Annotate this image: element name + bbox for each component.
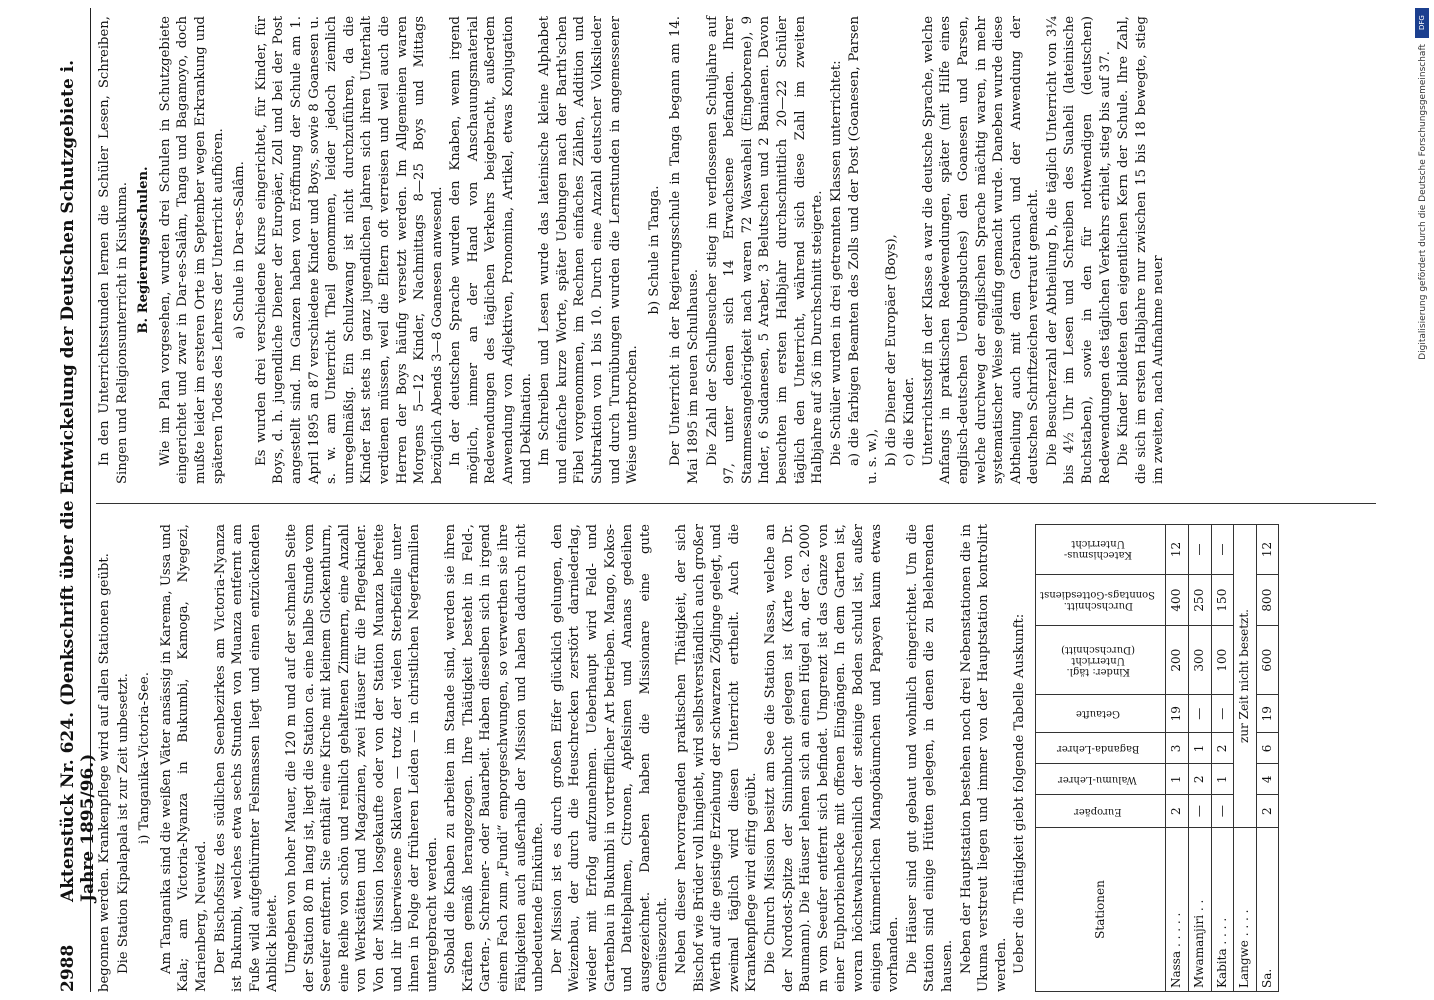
paragraph: Wie im Plan vorgesehen, wurden drei Schulen in Schutzgebiete eingerichtet und zwar in Dar-es-Salâm, Tanga und Bagamoyo, doch mußte leider im ersteren Orte im September wegen Erkrankung und späteren Todes des Lehrers der Unterricht aufhören. <box>157 16 226 484</box>
page-header <box>46 8 98 992</box>
table-cell: Nassa . . . . . <box>1166 828 1189 992</box>
table-cell: — <box>1189 695 1212 733</box>
paragraph: Die Schüler wurden in drei getrennten Klassen unterrichtet: <box>828 60 844 466</box>
funding-caption: Digitalisierung gefördert durch die Deutsche Forschungsgemeinschaft <box>1418 44 1428 360</box>
scanned-page-area <box>46 8 1386 992</box>
table-cell: 800 <box>1256 574 1279 625</box>
column-header: Europäer <box>1035 795 1166 828</box>
list-item: c) die Kinder. <box>902 376 918 466</box>
column-header: Baganda-Lehrer <box>1035 733 1166 764</box>
list-item: b) die Diener der Europäer (Boys), <box>883 234 899 466</box>
table-cell: 250 <box>1189 574 1212 625</box>
column-header: Kinder: tägl. Unterricht (Durchschnitt) <box>1035 626 1166 695</box>
table-cell: — <box>1189 525 1212 575</box>
paragraph: Die Zahl der Schulbesucher stieg im verflossenen Schuljahre auf 97, unter denen sich 14 Erwachsene befanden. Ihrer Stammesangehörigkeit nach waren 72 Waswaheli (Eingeborene), 9 Inder, 6 Sudanesen, 5 Araber, 3 Belutschen und 2 Banianen. Davon besuchten im ersten Halbjahr durchschnittlich 20—22 Schüler täglich den Unterricht, während sich diese Zahl im zweiten Halbjahre auf 36 im Durchschnitt steigerte. <box>704 16 826 484</box>
paragraph: Sobald die Knaben zu arbeiten im Stande sind, werden sie ihren Kräften gemäß herangezogen. Ihre Thätigkeit besteht in Feld-, Garten-, Schreiner- oder Bauarbeit. Haben dieselben sich in irgend einem Fach zum „Fundi“ emporgeschwungen, so verwerthen sie ihre Fähigkeiten auch außerhalb der Mission und haben dadurch nicht unbedeutende Einkünfte. <box>443 524 547 992</box>
column-header: Katechismus-Unterricht <box>1035 525 1166 575</box>
page-number: 2988 <box>58 944 78 992</box>
table-cell: 100 <box>1211 626 1234 695</box>
section-heading: b) Schule in Tanga. <box>646 185 662 315</box>
paragraph: Neben der Hauptstation bestehen noch drei Nebenstationen die in Ukuma verstreut liegen und immer von der Hauptstation kontrolirt werden. <box>958 524 1009 992</box>
table-cell: 3 <box>1166 733 1189 764</box>
section-heading: a) Schule in Dar-es-Salâm. <box>232 161 248 339</box>
table-cell: — <box>1211 525 1234 575</box>
left-column <box>96 524 1285 992</box>
paragraph: Der Bischofssitz des südlichen Seenbezirkes am Victoria-Nyanza ist Bukumbi, welches etwa sechs Stunden von Muanza entfernt am Fuße wild aufgethürmter Felsmassen liegt und einen entzückenden Anblick bietet. <box>212 524 281 992</box>
paragraph: Neben dieser hervorragenden praktischen Thätigkeit, der sich Bischof wie Brüder voll hingiebt, wird selbstverständlich auch großer Werth auf die geistige Erziehung der schwarzen Zöglinge gelegt, und zweimal täglich wird diesen Unterricht ertheilt. Auch die Krankenpflege wird eifrig geübt. <box>674 524 760 992</box>
table-cell: 2 <box>1256 795 1279 828</box>
table-cell: 2 <box>1211 733 1234 764</box>
paragraph: Die Church Mission besitzt am See die Station Nassa, welche an der Nordost-Spitze der Sinimbucht gelegen ist (Karte von Dr. Baumann). Die Häuser lehnen sich an einen Hügel an, der ca. 2000 m vom Seeufer entfernt sich befindet. Umgrenzt ist das Ganze von einer Euphorbienhecke mit offenen Eingängen. In dem Garten ist, woran höchstwahrscheinlich der steinige Boden schuld ist, außer einigen kümmerlichen Mangobäumchen und Papayen kaum etwas vorhanden. <box>762 524 902 992</box>
right-column <box>96 16 1169 484</box>
table-cell: Kabita . . . . <box>1211 828 1234 992</box>
paragraph: Ueber die Thätigkeit giebt folgende Tabelle Auskunft: <box>1012 613 1028 974</box>
table-cell: 19 <box>1166 695 1189 733</box>
column-divider <box>96 503 1376 504</box>
table-cell: 19 <box>1256 695 1279 733</box>
paragraph: Die Häuser sind gut gebaut und wohnlich eingerichtet. Um die Station sind einige Hütten gelegen, in denen die zu Belehrenden hausen. <box>904 524 955 992</box>
section-heading: i) Tanganika-Victoria-See. <box>137 672 153 844</box>
paragraph: Die Besucherzahl der Abtheilung b, die täglich Unterricht von 3¼ bis 4½ Uhr im Lesen und Schreiben des Suaheli (lateinische Buchstaben), sowie in den für nothwendigen (deutschen) Redewendungen des täglichen Verkehrs erhielt, stieg bis auf 37. <box>1044 16 1113 484</box>
table-cell: 2 <box>1166 795 1189 828</box>
table-row <box>1234 525 1257 992</box>
paragraph: Der Unterricht in der Regierungsschule in Tanga begann am 14. Mai 1895 im neuen Schulhause. <box>668 16 701 484</box>
table-row <box>1166 525 1189 992</box>
table-cell: — <box>1189 795 1212 828</box>
paragraph: Die Station Kipalapala ist zur Zeit unbesetzt. <box>115 673 131 974</box>
rotated-page <box>46 8 1386 992</box>
section-heading: B. Regierungsschulen. <box>136 166 152 334</box>
paragraph: Am Tanganika sind die weißen Väter ansässig in Karema, Ussa und Kala; am Victoria-Nyanza in Bukumbi, Kamoga, Nyegezi, Marienberg, Neuwied. <box>158 524 209 992</box>
table-cell: — <box>1211 795 1234 828</box>
table-cell: 1 <box>1166 764 1189 795</box>
table-cell: 12 <box>1166 525 1189 575</box>
table-cell: 1 <box>1211 764 1234 795</box>
table-cell: 300 <box>1189 626 1212 695</box>
paragraph: In den Unterrichtsstunden lernen die Schüler Lesen, Schreiben, Singen und Religionsunterricht in Kisukuma. <box>97 16 130 484</box>
column-header: Walumu-Lehrer <box>1035 764 1166 795</box>
page-title: Aktenstück Nr. 624. (Denkschrift über die Entwickelung der Deutschen Schutzgebiete i. Jahre 1895/96.) <box>58 59 98 902</box>
column-header: Getaufte <box>1035 695 1166 733</box>
stations-table <box>1035 524 1280 992</box>
dfg-logo: DFG <box>1415 8 1429 38</box>
table-cell: 600 <box>1256 626 1279 695</box>
paragraph: Es wurden drei verschiedene Kurse eingerichtet, für Kinder, für Boys, d. h. jugendliche Diener der Europäer, Zoll und bei der Post angestellt sind. Im Ganzen haben von Eröffnung der Schule am 1. April 1895 an 87 verschiedene Kinder und Boys, sowie 8 Goanesen u. s. w. am Unterricht Theil genommen, leider jedoch ziemlich unregelmäßig. Ein Schulzwang ist nicht durchzuführen, da die Kinder fast stets in ganz jugendlichen Jahren sich ihren Unterhalt verdienen müssen, weil die Eltern oft verreisen und weil auch die Herren der Boys häufig versetzt werden. Im Allgemeinen waren Morgens 5—12 Kinder, Nachmittags 8—25 Boys und Mittags bezüglich Abends 3—8 Goanesen anwesend. <box>253 16 445 484</box>
table-cell: Langwe . . . . <box>1234 828 1257 992</box>
column-header: Stationen <box>1035 828 1166 992</box>
table-header-row <box>1035 525 1166 992</box>
table-cell: 12 <box>1256 525 1279 575</box>
paragraph: Die Kinder bildeten den eigentlichen Kern der Schule. Ihre Zahl, die sich im ersten Halbjahre nur zwischen 15 bis 18 bewegte, stieg im zweiten, nach Aufnahme neuer <box>1116 16 1167 484</box>
list-item: a) die farbigen Beamten des Zolls und der Post (Goanesen, Parsen u. s. w.), <box>847 16 880 484</box>
table-cell: 4 <box>1256 764 1279 795</box>
table-cell: 200 <box>1166 626 1189 695</box>
table-cell: zur Zeit nicht besetzt. <box>1234 525 1257 828</box>
paragraph: Im Schreiben und Lesen wurde das lateinische kleine Alphabet und einfache kurze Worte, später Uebungen nach der Barth'schen Fibel vorgenommen, im Rechnen einfaches Zählen, Addition und Subtraktion von 1 bis 10. Durch eine Anzahl deutscher Volkslieder und durch Turnübungen wurden die Lernstunden in angemessener Weise unterbrochen. <box>537 16 641 484</box>
table-cell: Mwamanjiri . . <box>1189 828 1212 992</box>
paragraph: Unterrichtsstoff in der Klasse a war die deutsche Sprache, welche Anfangs in praktischen Redewendungen, später (mit Hilfe eines englisch-deutschen Uebungsbuches) den Goanesen und Parsen, welche durchweg der englischen Sprache mächtig waren, in mehr systematischer Weise geläufig gemacht wurde. Daneben wurde diese Abtheilung auch mit dem Gebrauch und der Anwendung der deutschen Schriftzeichen vertraut gemacht. <box>920 16 1042 484</box>
table-cell: 150 <box>1211 574 1234 625</box>
table-cell: 1 <box>1189 733 1212 764</box>
table-row <box>1189 525 1212 992</box>
paragraph: Umgeben von hoher Mauer, die 120 m und auf der schmalen Seite der Station 80 m lang ist, liegt die Station ca. eine halbe Stunde vom Seeufer entfernt. Sie enthält eine Kirche mit kleinem Glockenthurm, eine Reihe von schön und reinlich gehaltenen Zimmern, eine Anzahl von Werkstätten und Magazinen, zwei Häuser für die Pflegekinder. Von der Mission losgekaufte oder von der Station Muanza befreite und ihr überwiesene Sklaven — trotz der vielen Sterbefälle unter ihnen in Folge der früheren Leiden — in christlichen Negerfamilien untergebracht werden. <box>283 524 440 992</box>
table-cell: — <box>1211 695 1234 733</box>
paragraph: begonnen werden. Krankenpflege wird auf allen Stationen geübt. <box>97 553 112 992</box>
table-row <box>1211 525 1234 992</box>
table-total-row <box>1256 525 1279 992</box>
paragraph: In der deutschen Sprache wurden den Knaben, wenn irgend möglich, immer an der Hand von Anschauungsmaterial Redewendungen des täglichen Verkehrs beigebracht, außerdem Anwendung von Adjektiven, Pronomina, Artikel, etwas Konjugation und Deklination. <box>448 16 534 484</box>
paragraph: Der Mission ist es durch großen Eifer glücklich gelungen, den Weizenbau, der durch die Heuschrecken zerstört darniederlag, wieder mit Erfolg aufzunehmen. Ueberhaupt wird Feld- und Gartenbau in Bukumbi in vortrefflicher Art betrieben. Mango, Kokos- und Dattelpalmen, Citronen, Apfelsinen und Ananas gedeihen ausgezeichnet. Daneben haben die Missionare eine gute Gemüsezucht. <box>549 524 671 992</box>
table-cell: 400 <box>1166 574 1189 625</box>
table-cell: Sa. <box>1256 828 1279 992</box>
table-cell: 2 <box>1189 764 1212 795</box>
column-header: Durchschnitt. Sonntags-Gottesdienst <box>1035 574 1166 625</box>
table-cell: 6 <box>1256 733 1279 764</box>
